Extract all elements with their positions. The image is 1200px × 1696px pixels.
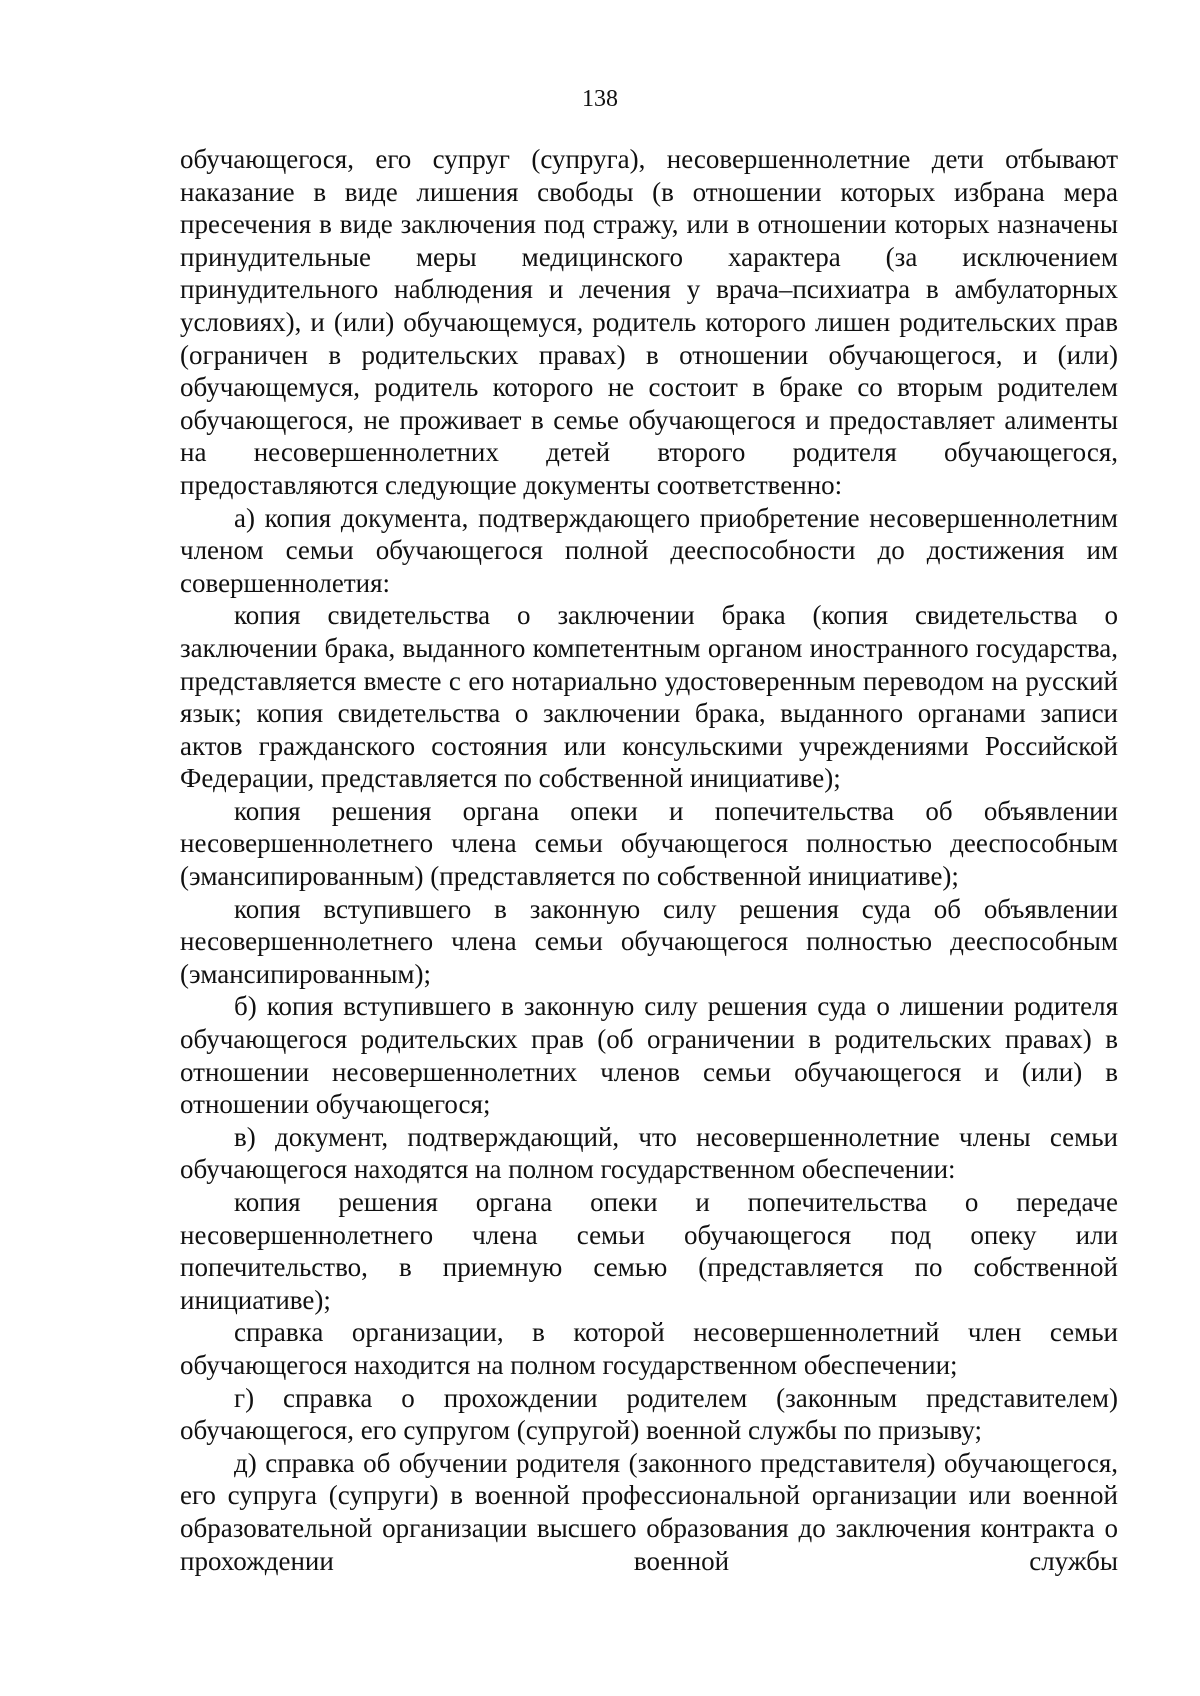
- paragraph-organization-certificate: справка организации, в которой несовершеннолетний член семьи обучающегося находится на полном государственном обеспечении;: [180, 1317, 1118, 1380]
- paragraph-continuation: обучающегося, его супруг (супруга), несовершеннолетние дети отбывают наказание в виде лишения свободы (в отношении которых избрана мера пресечения в виде заключения под стражу, или в отношении которых назначены принудительные меры медицинского характера (за исключением принудительного наблюдения и лечения у врача–психиатра в амбулаторных условиях), и (или) обучающемуся, родитель которого лишен родительских прав (ограничен в родительских правах) в отношении обучающегося, и (или) обучающемуся, родитель которого не состоит в браке со вторым родителем обучающегося, не проживает в семье обучающегося и предоставляет алименты на несовершеннолетних детей второго родителя обучающегося, предоставляются следующие документы соответственно:: [180, 144, 1118, 500]
- paragraph-item-g: г) справка о прохождении родителем (законным представителем) обучающегося, его супругом (супругой) военной службы по призыву;: [180, 1382, 1118, 1446]
- paragraph-custody-decision: копия решения органа опеки и попечительства о передаче несовершеннолетнего члена семьи обучающегося под опеку или попечительство, в приемную семью (представляется по собственной инициативе);: [180, 1187, 1118, 1315]
- paragraph-guardianship-decision: копия решения органа опеки и попечительства об объявлении несовершеннолетнего члена семьи обучающегося полностью дееспособным (эмансипированным) (представляется по собственной инициативе);: [180, 795, 1118, 892]
- page-number: 138: [582, 86, 618, 112]
- document-body: [180, 143, 1118, 1577]
- paragraph-item-d: д) справка об обучении родителя (законного представителя) обучающегося, его супруга (супруги) в военной профессиональной организации или военной образовательной организации высшего образования до заключения контракта о прохождении военной службы: [180, 1447, 1118, 1576]
- paragraph-marriage-certificate: копия свидетельства о заключении брака (копия свидетельства о заключении брака, выданного компетентным органом иностранного государства, представляется вместе с его нотариально удостоверенным переводом на русский язык; копия свидетельства о заключении брака, выданного органами записи актов гражданского состояния или консульскими учреждениями Российской Федерации, представляется по собственной инициативе);: [180, 600, 1118, 794]
- paragraph-item-b: б) копия вступившего в законную силу решения суда о лишении родителя обучающегося родительских прав (об ограничении в родительских правах) в отношении несовершеннолетних членов семьи обучающегося и (или) в отношении обучающегося;: [180, 991, 1118, 1120]
- paragraph-item-v: в) документ, подтверждающий, что несовершеннолетние члены семьи обучающегося находятся на полном государственном обеспечении:: [180, 1121, 1118, 1185]
- paragraph-court-decision: копия вступившего в законную силу решения суда об объявлении несовершеннолетнего члена семьи обучающегося полностью дееспособным (эмансипированным);: [180, 893, 1118, 989]
- paragraph-item-a: а) копия документа, подтверждающего приобретение несовершеннолетним членом семьи обучающегося полной дееспособности до достижения им совершеннолетия:: [180, 502, 1118, 598]
